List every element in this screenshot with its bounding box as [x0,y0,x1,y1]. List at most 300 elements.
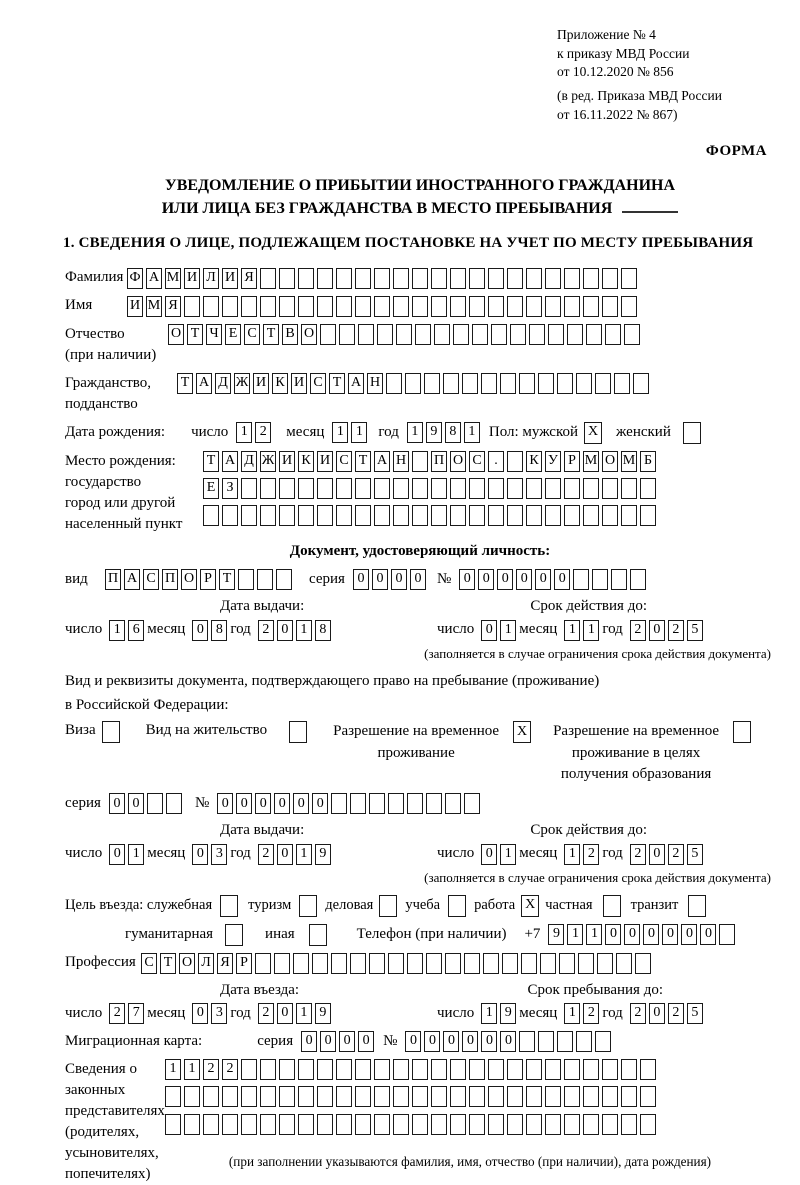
char-box[interactable]: 5 [687,620,703,641]
char-box[interactable] [260,1114,276,1135]
char-box[interactable] [507,1059,523,1080]
char-box[interactable] [241,505,257,526]
char-box[interactable] [426,793,442,814]
char-box[interactable] [355,1086,371,1107]
char-box[interactable] [583,505,599,526]
char-box[interactable] [640,478,656,499]
char-box[interactable]: Е [203,478,219,499]
char-box[interactable] [445,953,461,974]
char-box[interactable] [521,953,537,974]
char-box[interactable] [464,953,480,974]
char-box[interactable] [614,373,630,394]
char-box[interactable] [298,478,314,499]
char-box[interactable]: 8 [315,620,331,641]
char-box[interactable] [578,953,594,974]
char-box[interactable] [412,505,428,526]
char-box[interactable] [469,1059,485,1080]
char-box[interactable] [586,324,602,345]
char-box[interactable] [507,451,523,472]
char-box[interactable] [184,1114,200,1135]
char-box[interactable] [355,1114,371,1135]
char-box[interactable] [317,1086,333,1107]
char-box[interactable] [374,1086,390,1107]
char-box[interactable]: С [141,953,157,974]
char-box[interactable] [450,1114,466,1135]
char-box[interactable] [431,1086,447,1107]
char-box[interactable] [621,268,637,289]
char-box[interactable]: 0 [128,793,144,814]
char-box[interactable] [450,478,466,499]
char-box[interactable]: 8 [445,422,461,443]
char-box[interactable]: 0 [353,569,369,590]
char-box[interactable] [431,1059,447,1080]
char-box[interactable] [260,268,276,289]
char-box[interactable] [564,1114,580,1135]
char-box[interactable] [431,505,447,526]
char-box[interactable] [260,1059,276,1080]
char-box[interactable] [526,268,542,289]
char-box[interactable] [445,793,461,814]
char-box[interactable] [355,478,371,499]
char-box[interactable] [540,953,556,974]
char-box[interactable] [564,505,580,526]
char-box[interactable] [507,1086,523,1107]
char-box[interactable]: А [196,373,212,394]
char-box[interactable]: 5 [687,844,703,865]
char-box[interactable] [377,324,393,345]
char-box[interactable] [719,924,735,945]
char-box[interactable]: 0 [481,1031,497,1052]
char-box[interactable]: Д [215,373,231,394]
char-box[interactable] [241,296,257,317]
char-box[interactable]: 8 [211,620,227,641]
char-box[interactable] [431,268,447,289]
char-box[interactable] [507,1114,523,1135]
char-box[interactable] [412,1114,428,1135]
char-box[interactable] [564,268,580,289]
char-box[interactable] [317,268,333,289]
char-box[interactable]: О [450,451,466,472]
char-box[interactable] [279,1086,295,1107]
char-box[interactable] [407,953,423,974]
char-box[interactable] [583,478,599,499]
char-box[interactable] [507,268,523,289]
char-box[interactable] [624,324,640,345]
char-box[interactable] [500,373,516,394]
char-box[interactable] [557,373,573,394]
char-box[interactable]: 0 [516,569,532,590]
char-box[interactable]: 0 [358,1031,374,1052]
char-box[interactable]: 2 [258,1003,274,1024]
char-box[interactable] [222,1086,238,1107]
char-box[interactable] [450,1086,466,1107]
char-box[interactable] [621,1114,637,1135]
char-box[interactable] [640,1059,656,1080]
checkbox-study[interactable] [448,895,466,917]
char-box[interactable]: 1 [296,1003,312,1024]
char-box[interactable] [472,324,488,345]
char-box[interactable] [431,296,447,317]
char-box[interactable] [576,373,592,394]
char-box[interactable] [336,478,352,499]
char-box[interactable] [222,1114,238,1135]
char-box[interactable]: У [545,451,561,472]
char-box[interactable] [640,1114,656,1135]
char-box[interactable]: 6 [128,620,144,641]
char-box[interactable] [274,953,290,974]
char-box[interactable] [374,268,390,289]
char-box[interactable] [431,478,447,499]
char-box[interactable]: С [143,569,159,590]
char-box[interactable] [483,953,499,974]
char-box[interactable] [374,478,390,499]
char-box[interactable] [424,373,440,394]
char-box[interactable]: 0 [192,844,208,865]
char-box[interactable] [279,1114,295,1135]
char-box[interactable]: 0 [293,793,309,814]
checkbox-official[interactable] [220,895,238,917]
char-box[interactable] [238,569,254,590]
char-box[interactable] [203,1114,219,1135]
checkbox-gender-male[interactable]: X [584,422,602,444]
char-box[interactable]: Н [393,451,409,472]
char-box[interactable]: 9 [548,924,564,945]
char-box[interactable]: 0 [462,1031,478,1052]
checkbox-business[interactable] [379,895,397,917]
char-box[interactable] [393,268,409,289]
char-box[interactable] [545,478,561,499]
char-box[interactable]: 2 [668,844,684,865]
char-box[interactable] [453,324,469,345]
char-box[interactable] [260,478,276,499]
char-box[interactable] [488,268,504,289]
char-box[interactable] [583,1114,599,1135]
char-box[interactable] [488,478,504,499]
char-box[interactable]: Т [203,451,219,472]
char-box[interactable] [374,1114,390,1135]
char-box[interactable] [339,324,355,345]
char-box[interactable] [462,373,478,394]
char-box[interactable] [405,373,421,394]
char-box[interactable] [260,296,276,317]
char-box[interactable]: Л [203,268,219,289]
char-box[interactable] [393,296,409,317]
char-box[interactable]: 1 [128,844,144,865]
char-box[interactable]: 1 [296,844,312,865]
char-box[interactable] [621,505,637,526]
char-box[interactable] [469,505,485,526]
char-box[interactable] [526,1086,542,1107]
char-box[interactable] [526,1059,542,1080]
char-box[interactable] [393,478,409,499]
char-box[interactable]: П [162,569,178,590]
char-box[interactable] [203,505,219,526]
char-box[interactable] [412,478,428,499]
char-box[interactable]: 2 [109,1003,125,1024]
char-box[interactable]: 9 [315,1003,331,1024]
char-box[interactable] [635,953,651,974]
char-box[interactable] [293,953,309,974]
char-box[interactable]: 5 [687,1003,703,1024]
char-box[interactable]: 1 [296,620,312,641]
char-box[interactable] [488,1114,504,1135]
char-box[interactable]: 2 [583,1003,599,1024]
char-box[interactable]: 0 [443,1031,459,1052]
checkbox-visa[interactable] [102,721,120,743]
char-box[interactable]: 0 [478,569,494,590]
checkbox-temp-permit-edu[interactable] [733,721,751,743]
char-box[interactable]: О [168,324,184,345]
char-box[interactable] [336,296,352,317]
char-box[interactable]: И [222,268,238,289]
char-box[interactable] [298,505,314,526]
char-box[interactable] [602,505,618,526]
char-box[interactable] [605,324,621,345]
char-box[interactable] [621,478,637,499]
char-box[interactable] [350,953,366,974]
char-box[interactable]: С [310,373,326,394]
char-box[interactable] [412,268,428,289]
char-box[interactable] [564,478,580,499]
char-box[interactable] [488,296,504,317]
char-box[interactable]: П [105,569,121,590]
char-box[interactable]: Ф [127,268,143,289]
char-box[interactable] [412,296,428,317]
char-box[interactable] [279,505,295,526]
checkbox-transit[interactable] [688,895,706,917]
char-box[interactable]: О [181,569,197,590]
char-box[interactable] [502,953,518,974]
char-box[interactable]: 1 [109,620,125,641]
char-box[interactable] [450,505,466,526]
char-box[interactable] [312,953,328,974]
char-box[interactable] [393,505,409,526]
char-box[interactable] [412,451,428,472]
char-box[interactable]: 1 [351,422,367,443]
char-box[interactable] [545,268,561,289]
char-box[interactable]: Т [263,324,279,345]
char-box[interactable]: 0 [301,1031,317,1052]
char-box[interactable] [564,296,580,317]
char-box[interactable] [374,505,390,526]
char-box[interactable]: 0 [497,569,513,590]
char-box[interactable]: О [179,953,195,974]
char-box[interactable]: В [282,324,298,345]
char-box[interactable] [317,505,333,526]
char-box[interactable] [355,296,371,317]
char-box[interactable]: 0 [217,793,233,814]
char-box[interactable]: 9 [426,422,442,443]
char-box[interactable]: С [336,451,352,472]
char-box[interactable]: 2 [258,844,274,865]
char-box[interactable]: И [291,373,307,394]
char-box[interactable] [559,953,575,974]
char-box[interactable]: А [124,569,140,590]
char-box[interactable]: 1 [165,1059,181,1080]
char-box[interactable] [488,1086,504,1107]
char-box[interactable] [374,1059,390,1080]
char-box[interactable] [369,793,385,814]
char-box[interactable] [595,1031,611,1052]
char-box[interactable] [545,1114,561,1135]
char-box[interactable] [257,569,273,590]
char-box[interactable]: М [165,268,181,289]
char-box[interactable] [602,268,618,289]
char-box[interactable] [602,296,618,317]
char-box[interactable]: 0 [192,620,208,641]
char-box[interactable]: О [602,451,618,472]
char-box[interactable] [412,1086,428,1107]
char-box[interactable] [616,953,632,974]
char-box[interactable]: Т [355,451,371,472]
char-box[interactable] [298,296,314,317]
char-box[interactable] [633,373,649,394]
char-box[interactable]: 2 [668,620,684,641]
char-box[interactable] [388,953,404,974]
char-box[interactable]: 0 [700,924,716,945]
char-box[interactable]: 0 [681,924,697,945]
char-box[interactable] [519,373,535,394]
char-box[interactable]: И [184,268,200,289]
char-box[interactable] [592,569,608,590]
char-box[interactable]: 0 [649,844,665,865]
char-box[interactable] [545,296,561,317]
char-box[interactable] [255,953,271,974]
char-box[interactable]: 7 [128,1003,144,1024]
char-box[interactable]: Л [198,953,214,974]
char-box[interactable]: 2 [630,1003,646,1024]
char-box[interactable]: 2 [203,1059,219,1080]
char-box[interactable] [336,268,352,289]
char-box[interactable]: . [488,451,504,472]
char-box[interactable] [469,1114,485,1135]
char-box[interactable] [396,324,412,345]
char-box[interactable] [386,373,402,394]
char-box[interactable] [443,373,459,394]
char-box[interactable] [317,296,333,317]
char-box[interactable] [583,296,599,317]
char-box[interactable]: 1 [481,1003,497,1024]
char-box[interactable] [336,1086,352,1107]
char-box[interactable]: А [348,373,364,394]
char-box[interactable] [597,953,613,974]
char-box[interactable] [548,324,564,345]
char-box[interactable] [602,1114,618,1135]
char-box[interactable]: Р [236,953,252,974]
char-box[interactable] [583,268,599,289]
char-box[interactable]: 2 [222,1059,238,1080]
char-box[interactable] [331,793,347,814]
char-box[interactable] [545,1086,561,1107]
char-box[interactable] [317,478,333,499]
char-box[interactable]: Ч [206,324,222,345]
char-box[interactable]: 0 [320,1031,336,1052]
char-box[interactable] [507,296,523,317]
checkbox-gender-female[interactable] [683,422,701,444]
char-box[interactable] [583,1059,599,1080]
char-box[interactable] [640,505,656,526]
char-box[interactable]: 0 [481,844,497,865]
char-box[interactable] [567,324,583,345]
char-box[interactable] [260,1086,276,1107]
char-box[interactable] [640,1086,656,1107]
char-box[interactable] [320,324,336,345]
char-box[interactable] [336,1059,352,1080]
char-box[interactable] [611,569,627,590]
char-box[interactable]: 0 [643,924,659,945]
checkbox-work[interactable]: X [521,895,539,917]
char-box[interactable] [355,1059,371,1080]
char-box[interactable]: 1 [500,620,516,641]
char-box[interactable] [491,324,507,345]
char-box[interactable] [519,1031,535,1052]
checkbox-tourism[interactable] [299,895,317,917]
char-box[interactable]: 0 [339,1031,355,1052]
char-box[interactable] [260,505,276,526]
char-box[interactable] [393,1086,409,1107]
char-box[interactable]: 0 [277,620,293,641]
char-box[interactable]: 3 [211,1003,227,1024]
char-box[interactable] [358,324,374,345]
char-box[interactable]: 0 [535,569,551,590]
char-box[interactable] [583,1086,599,1107]
char-box[interactable]: А [374,451,390,472]
char-box[interactable]: 1 [332,422,348,443]
char-box[interactable] [203,296,219,317]
char-box[interactable] [621,296,637,317]
char-box[interactable] [538,373,554,394]
char-box[interactable] [298,1114,314,1135]
char-box[interactable]: 1 [564,844,580,865]
char-box[interactable] [507,478,523,499]
char-box[interactable] [564,1059,580,1080]
char-box[interactable]: 0 [481,620,497,641]
checkbox-other[interactable] [309,924,327,946]
char-box[interactable] [222,505,238,526]
char-box[interactable]: Я [165,296,181,317]
char-box[interactable]: М [583,451,599,472]
char-box[interactable]: 0 [649,1003,665,1024]
char-box[interactable] [526,505,542,526]
checkbox-private[interactable] [603,895,621,917]
char-box[interactable] [526,1114,542,1135]
char-box[interactable]: 0 [109,793,125,814]
char-box[interactable]: И [127,296,143,317]
char-box[interactable] [621,1086,637,1107]
char-box[interactable] [573,569,589,590]
checkbox-humanitarian[interactable] [225,924,243,946]
char-box[interactable] [279,268,295,289]
char-box[interactable] [165,1086,181,1107]
char-box[interactable]: 0 [410,569,426,590]
char-box[interactable]: Б [640,451,656,472]
char-box[interactable] [426,953,442,974]
char-box[interactable] [488,1059,504,1080]
char-box[interactable] [450,268,466,289]
char-box[interactable] [279,1059,295,1080]
char-box[interactable] [393,1059,409,1080]
char-box[interactable] [415,324,431,345]
char-box[interactable] [469,296,485,317]
char-box[interactable]: 1 [564,1003,580,1024]
char-box[interactable]: 2 [583,844,599,865]
char-box[interactable]: И [317,451,333,472]
char-box[interactable]: Т [160,953,176,974]
char-box[interactable] [276,569,292,590]
char-box[interactable]: 1 [184,1059,200,1080]
char-box[interactable]: 0 [605,924,621,945]
char-box[interactable]: 3 [211,844,227,865]
